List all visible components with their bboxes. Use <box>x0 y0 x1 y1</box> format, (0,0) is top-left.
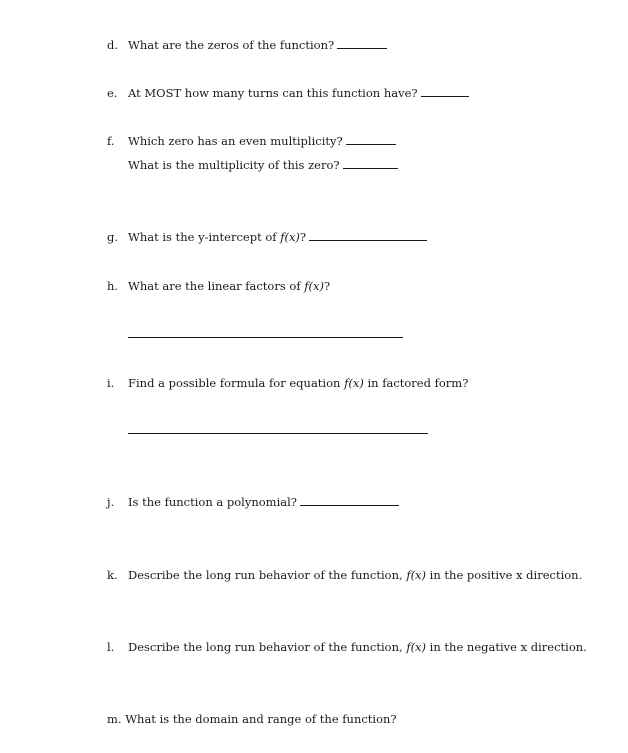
question-i-letter: i. <box>107 376 115 390</box>
question-m-letter: m. <box>107 712 122 726</box>
question-h-letter: h. <box>107 279 119 293</box>
question-k <box>107 568 582 582</box>
answer-blank-f1[interactable] <box>346 134 396 145</box>
question-h-fx: f(x) <box>304 279 324 293</box>
question-f-text: Which zero has an even multiplicity? <box>128 134 343 148</box>
question-j-letter: j. <box>107 495 115 509</box>
question-g-text-after: ? <box>299 230 307 244</box>
answer-blank-j[interactable] <box>300 495 399 506</box>
question-l <box>107 640 587 654</box>
question-f-sub <box>128 158 398 172</box>
question-k-letter: k. <box>107 568 118 582</box>
question-e-letter: e. <box>107 86 118 100</box>
question-j <box>107 495 399 509</box>
answer-line-h[interactable] <box>128 337 403 338</box>
question-k-fx: f(x) <box>406 568 427 582</box>
question-l-text-after: in the negative x direction. <box>426 640 587 654</box>
question-f <box>107 134 396 148</box>
question-k-text-before: Describe the long run behavior of the function, <box>128 568 407 582</box>
question-g <box>107 230 427 244</box>
question-f-sub-text: What is the multiplicity of this zero? <box>128 158 340 172</box>
question-d-text: What are the zeros of the function? <box>128 38 335 52</box>
answer-blank-f2[interactable] <box>343 158 398 169</box>
question-k-text-after: in the positive x direction. <box>426 568 583 582</box>
question-i-fx: f(x) <box>344 376 364 390</box>
question-i-text-before: Find a possible formula for equation <box>128 376 345 390</box>
answer-blank-e[interactable] <box>421 86 469 97</box>
question-j-text: Is the function a polynomial? <box>128 495 297 509</box>
question-e <box>107 86 469 100</box>
question-l-text-before: Describe the long run behavior of the function, <box>128 640 407 654</box>
question-i-text-after: in factored form? <box>363 376 469 390</box>
question-i <box>107 376 468 390</box>
question-l-fx: f(x) <box>406 640 427 654</box>
question-h-text-after: ? <box>323 279 331 293</box>
question-l-letter: l. <box>107 640 115 654</box>
question-h-text-before: What are the linear factors of <box>128 279 305 293</box>
question-g-letter: g. <box>107 230 119 244</box>
question-d <box>107 38 387 52</box>
answer-blank-g[interactable] <box>309 230 427 241</box>
answer-line-i[interactable] <box>128 433 428 434</box>
question-h <box>107 279 330 293</box>
question-g-text-before: What is the y-intercept of <box>128 230 281 244</box>
question-d-letter: d. <box>107 38 119 52</box>
answer-blank-d[interactable] <box>337 38 387 49</box>
question-m-text: What is the domain and range of the function? <box>125 712 397 726</box>
question-g-fx: f(x) <box>280 230 300 244</box>
question-f-letter: f. <box>107 134 115 148</box>
question-e-text: At MOST how many turns can this function have? <box>128 86 418 100</box>
question-m <box>107 712 397 726</box>
